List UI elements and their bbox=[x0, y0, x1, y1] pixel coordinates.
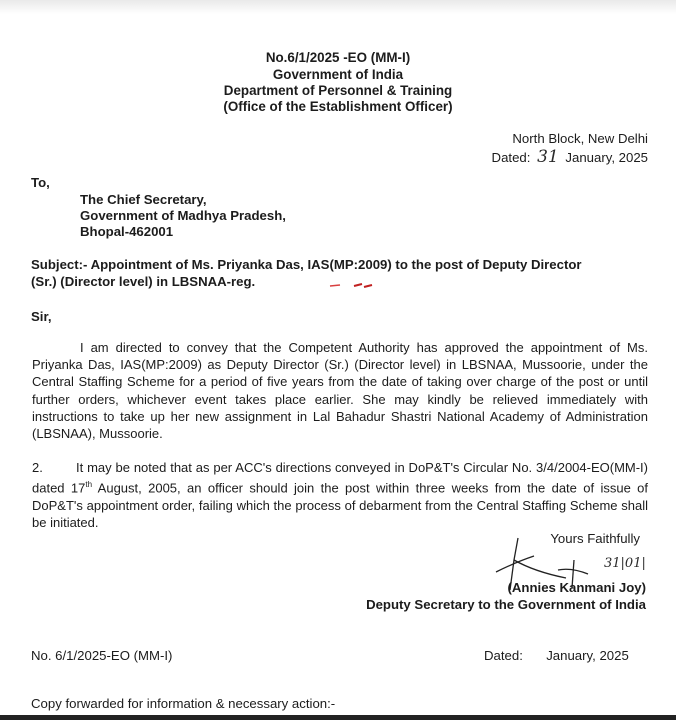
handwritten-sign-date: 31|01| bbox=[604, 556, 646, 571]
addressee-line: Government of Madhya Pradesh, bbox=[80, 208, 286, 223]
superscript: th bbox=[85, 480, 93, 490]
salutation: Sir, bbox=[31, 309, 52, 324]
government-name: Government of India bbox=[272, 67, 404, 82]
footer-dated-label: Dated: bbox=[484, 648, 523, 663]
closing: Yours Faithfully bbox=[550, 531, 640, 546]
addressee-line: Bhopal-462001 bbox=[80, 224, 174, 239]
paragraph-1 bbox=[32, 339, 648, 442]
addressee-line: The Chief Secretary, bbox=[80, 192, 207, 207]
signatory-name: (Annies Kanmani Joy) bbox=[507, 580, 646, 595]
paragraph-number: 2. bbox=[32, 460, 43, 475]
month-year: January, 2025 bbox=[565, 150, 648, 165]
paragraph-2 bbox=[32, 459, 648, 531]
subject-line: (Sr.) (Director level) in LBSNAA-reg. bbox=[31, 274, 256, 289]
to-label: To, bbox=[31, 175, 50, 190]
footer-date bbox=[484, 648, 629, 663]
footer-file-number: No. 6/1/2025-EO (MM-I) bbox=[31, 648, 173, 663]
handwritten-day: 31 bbox=[537, 147, 559, 167]
department-name: Department of Personnel & Training bbox=[223, 83, 453, 98]
dated-label: Dated: bbox=[491, 150, 531, 165]
scan-shadow bbox=[0, 0, 676, 14]
place: North Block, New Delhi bbox=[512, 131, 648, 146]
copy-forwarded: Copy forwarded for information & necessary action:- bbox=[31, 696, 336, 711]
footer-date-value: January, 2025 bbox=[546, 648, 629, 663]
signatory-designation: Deputy Secretary to the Government of India bbox=[366, 597, 646, 612]
office-name: (Office of the Establishment Officer) bbox=[223, 99, 453, 114]
paragraph-2-text-a: It may be noted that as per ACC's directions conveyed in DoP&T's Circular No. 3/4/2004-EO(MM-I) dated 17 bbox=[32, 460, 648, 496]
subject-line: Subject:- Appointment of Ms. Priyanka Das, IAS(MP:2009) to the post of Deputy Director bbox=[31, 257, 582, 272]
paragraph-2-text-b: August, 2005, an officer should join the post within three weeks from the date of issue of DoP&T's appointment order, failing which the process of debarment from the Central Staffing Scheme shall be initiated. bbox=[32, 480, 649, 530]
file-number: No.6/1/2025 -EO (MM-I) bbox=[265, 50, 411, 65]
dated-line bbox=[492, 147, 648, 167]
ink-mark bbox=[328, 280, 376, 292]
scan-edge bbox=[0, 715, 676, 720]
paragraph-1-text: I am directed to convey that the Competent Authority has approved the appointment of Ms. Priyanka Das, IAS(MP:2009) as Deputy Director (Sr.) (Director level) in LBSNAA, Mussoorie, under the Central Staffing Scheme for a period of five years from the date of taking over charge of the post or until further orders, whichever event takes place earlier. She may kindly be relieved immediately with instructions to take up her new assignment in Lal Bahadur Shastri National Academy of Administration (LBSNAA), Mussoorie. bbox=[32, 340, 648, 442]
